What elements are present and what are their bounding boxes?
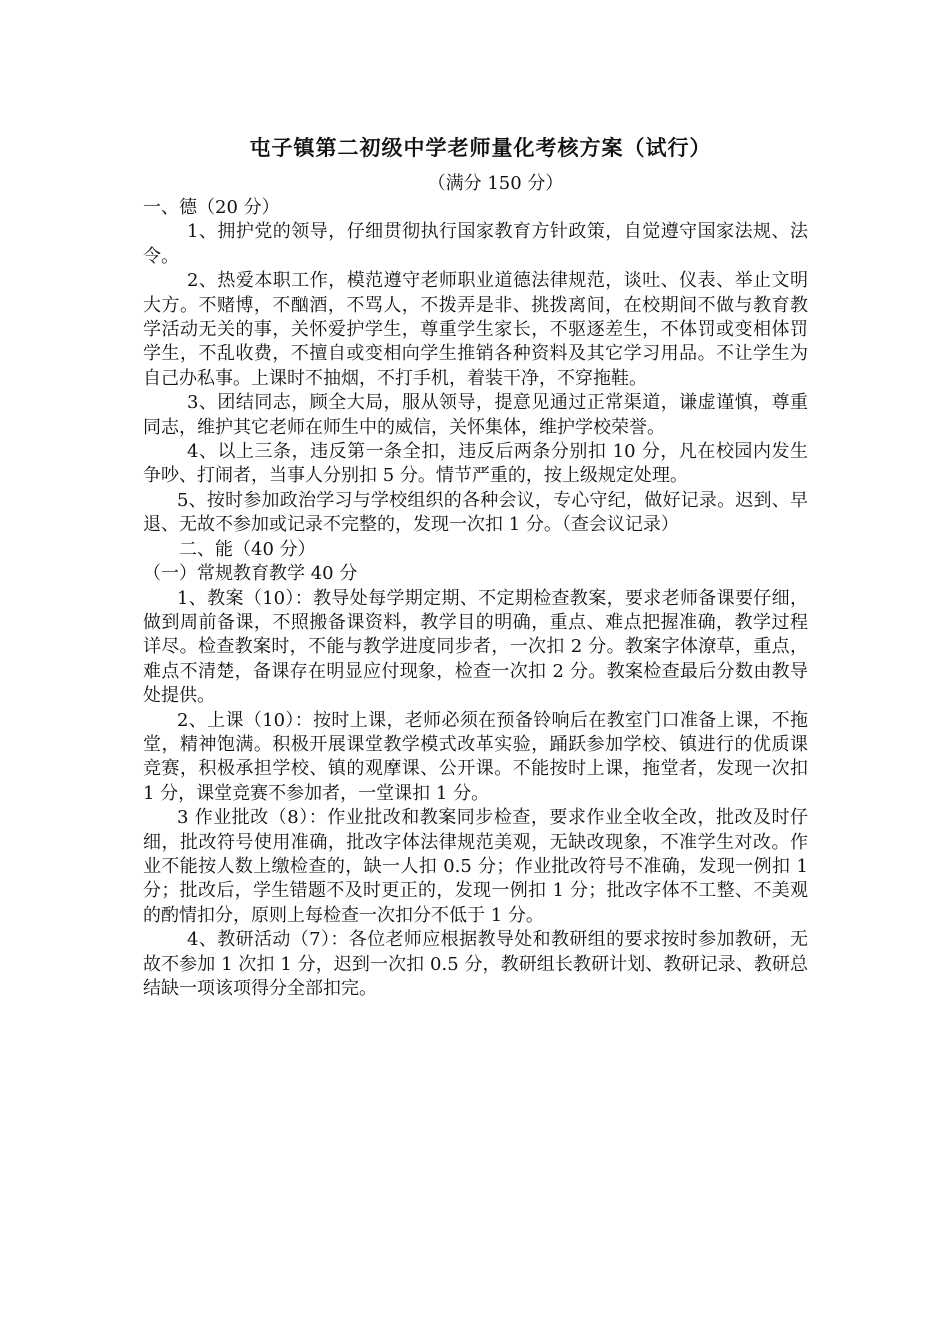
- paragraph-2: 2、热爱本职工作，模范遵守老师职业道德法律规范，谈吐、仪表、举止文明大方。不赌博，不酗酒，不骂人，不拨弄是非、挑拨离间，在校期间不做与教育教学活动无关的事，关怀爱护学生，尊重学生家长，不驱逐差生，不体罚或变相体罚学生，不乱收费，不擅自或变相向学生推销各种资料及其它学习用品。不让学生为自己办私事。上课时不抽烟，不打手机，着装干净，不穿拖鞋。: [143, 270, 808, 389]
- item-class: 2、上课（10）：按时上课，老师必须在预备铃响后在教室门口准备上课，不拖堂，精神饱满。积极开展课堂教学模式改革实验，踊跃参加学校、镇进行的优质课竞赛，积极承担学校、镇的观摩课、公开课。不能按时上课，拖堂者，发现一次扣 1 分，课堂竞赛不参加者，一堂课扣 1 分。: [143, 709, 808, 804]
- document-page: [143, 128, 808, 1001]
- item-lesson-plan: 1、教案（10）：教导处每学期定期、不定期检查教案，要求老师备课要仔细，做到周前备课，不照搬备课资料，教学目的明确，重点、难点把握准确，教学过程详尽。检查教案时，不能与教学进度同步者，一次扣 2 分。教案字体潦草，重点，难点不清楚，备课存在明显应付现象，检查一次扣 2 分。教案检查最后分数由教导处提供。: [143, 587, 808, 707]
- item-homework: 3 作业批改（8）：作业批改和教案同步检查，要求作业全收全改，批改及时仔细，批改符号使用准确，批改字体法律规范美观，无缺改现象，不准学生对改。作业不能按人数上缴检查的，缺一人扣 0.5 分；作业批改符号不准确，发现一例扣 1 分；批改后，学生错题不及时更正的，发现一例扣 1 分；批改字体不工整、不美观的酌情扣分，原则上每检查一次扣分不低于 1 分。: [143, 807, 808, 926]
- paragraph-3: 3、团结同志，顾全大局，服从领导，提意见通过正常渠道，谦虚谨慎，尊重同志，维护其它老师在师生中的威信，关怀集体，维护学校荣誉。: [143, 392, 808, 438]
- section-heading-ability: 二、能（40 分）: [179, 538, 316, 560]
- paragraph-5: 5、按时参加政治学习与学校组织的各种会议，专心守纪，做好记录。迟到、早退、无故不参加或记录不完整的，发现一次扣 1 分。（查会议记录）: [143, 489, 808, 536]
- item-teaching-research: 4、教研活动（7）：各位老师应根据教导处和教研组的要求按时参加教研，无故不参加 1 次扣 1 分，迟到一次扣 0.5 分，教研组长教研计划、教研记录、教研总结缺一项该项得分全部扣完。: [143, 929, 808, 999]
- paragraph-4: 4、以上三条，违反第一条全扣，违反后两条分别扣 10 分，凡在校园内发生争吵、打闹者，当事人分别扣 5 分。情节严重的，按上级规定处理。: [143, 441, 808, 487]
- subsection-heading-routine: （一）常规教育教学 40 分: [143, 563, 358, 585]
- paragraph-1: 1、拥护党的领导，仔细贯彻执行国家教育方针政策，自觉遵守国家法规、法令。: [143, 221, 808, 267]
- document-title: 屯子镇第二初级中学老师量化考核方案（试行）: [249, 136, 712, 160]
- section-heading-virtue: 一、德（20 分）: [143, 197, 280, 218]
- document-subtitle: （满分 150 分）: [427, 173, 564, 194]
